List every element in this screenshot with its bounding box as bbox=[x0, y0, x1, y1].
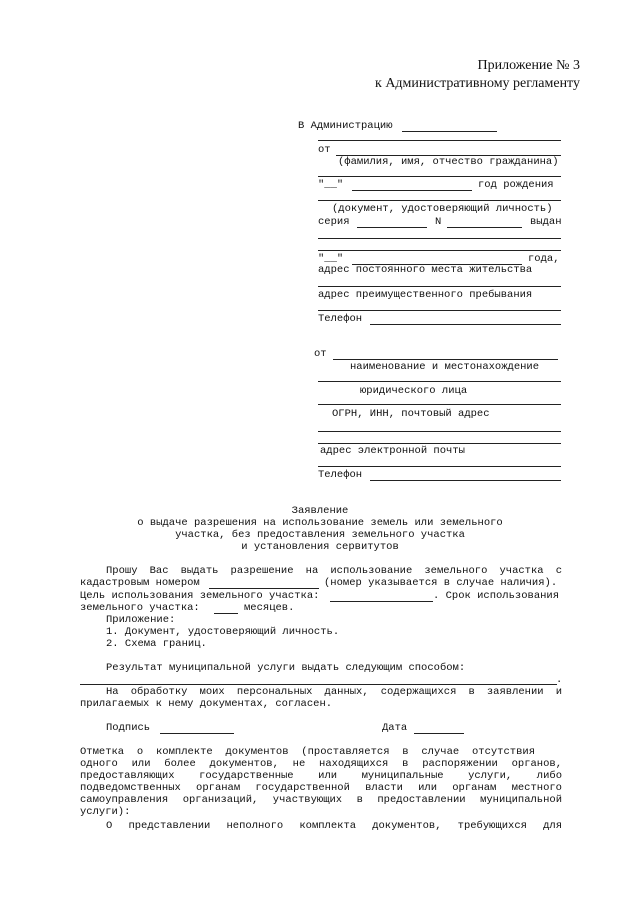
org-name-hint: наименование и местонахождение bbox=[350, 361, 540, 373]
to-administration-label: В Администрацию bbox=[298, 120, 393, 132]
term-label: . Срок использования bbox=[433, 590, 560, 602]
series-field[interactable] bbox=[357, 227, 427, 228]
consent-line-1: На обработку моих персональных данных, содержащихся в заявлении и bbox=[106, 686, 562, 698]
term-months-field[interactable] bbox=[214, 613, 238, 614]
result-method-label: Результат муниципальной услуги выдать следующим способом: bbox=[106, 662, 466, 674]
issued-by-field[interactable] bbox=[318, 238, 561, 239]
blank-line[interactable] bbox=[318, 466, 561, 467]
purpose-label: Цель использования земельного участка: bbox=[80, 590, 320, 602]
phone2-field[interactable] bbox=[370, 480, 561, 481]
statement-subtitle-2: участка, без предоставления земельного участка bbox=[175, 529, 465, 541]
regulation-ref: к Административному регламенту bbox=[375, 76, 580, 91]
signature-field[interactable] bbox=[160, 733, 234, 734]
email-label: адрес электронной почты bbox=[320, 445, 465, 457]
primary-stay-field[interactable] bbox=[318, 310, 561, 311]
signature-label: Подпись bbox=[106, 722, 151, 734]
date-field[interactable] bbox=[414, 733, 464, 734]
document-hint: (документ, удостоверяющий личность) bbox=[332, 203, 553, 215]
statement-subtitle-1: о выдаче разрешения на использование земель или земельного bbox=[137, 517, 503, 529]
mark-line-3: предоставляющих государственные или муниципальные услуги, либо bbox=[80, 770, 562, 782]
org-ids-hint: ОГРН, ИНН, почтовый адрес bbox=[332, 408, 490, 420]
year-label: года, bbox=[528, 253, 560, 265]
request-line-1: Прошу Вас выдать разрешение на использование земельного участка с bbox=[106, 565, 562, 577]
document-field[interactable] bbox=[318, 200, 561, 201]
birth-year-label: год рождения bbox=[478, 179, 554, 191]
term-plot-label: земельного участка: bbox=[80, 602, 200, 614]
birth-date-quote: "__" bbox=[318, 179, 344, 191]
result-method-field[interactable] bbox=[80, 684, 557, 685]
incomplete-set-line: О представлении неполного комплекта документов, требующихся для bbox=[106, 820, 562, 832]
purpose-field[interactable] bbox=[330, 601, 433, 602]
statement-subtitle-3: и установления сервитутов bbox=[241, 541, 399, 553]
fio-hint: (фамилия, имя, отчество гражданина) bbox=[338, 156, 559, 168]
result-dot: . bbox=[556, 674, 563, 686]
consent-line-2: прилагаемых к нему документах, согласен. bbox=[80, 698, 333, 710]
email-field[interactable] bbox=[318, 443, 561, 444]
cadastral-label: кадастровым номером bbox=[80, 577, 200, 589]
mark-line-5: самоуправления организаций, участвующих в предоставлении муниципальной bbox=[80, 794, 562, 806]
permanent-address-field[interactable] bbox=[318, 286, 561, 287]
attachment-2: 2. Схема границ. bbox=[106, 638, 207, 650]
org-hint: юридического лица bbox=[360, 385, 468, 397]
cadastral-number-field[interactable] bbox=[209, 588, 319, 589]
administration-field[interactable] bbox=[402, 131, 497, 132]
from2-label: от bbox=[314, 348, 327, 360]
issue-date-quote: "__" bbox=[318, 253, 344, 265]
phone2-label: Телефон bbox=[318, 469, 363, 481]
blank-line[interactable] bbox=[318, 431, 561, 432]
org-ids-field[interactable] bbox=[318, 404, 561, 405]
primary-stay-label: адрес преимущественного пребывания bbox=[318, 289, 533, 301]
date-label: Дата bbox=[382, 722, 408, 734]
issued-label: выдан bbox=[530, 216, 562, 228]
mark-line-1: Отметка о комплекте документов (проставляется в случае отсутствия bbox=[80, 746, 535, 758]
org-location-field[interactable] bbox=[318, 381, 561, 382]
permanent-address-label: адрес постоянного места жительства bbox=[318, 264, 533, 276]
series-label: серия bbox=[318, 216, 350, 228]
cadastral-note: (номер указывается в случае наличия). bbox=[324, 577, 558, 589]
phone-field[interactable] bbox=[370, 324, 561, 325]
org-name-field[interactable] bbox=[333, 359, 558, 360]
blank-line[interactable] bbox=[318, 140, 561, 141]
mark-line-4: подведомственных органам государственной власти или органам местного bbox=[80, 782, 562, 794]
months-label: месяцев. bbox=[244, 602, 295, 614]
statement-title: Заявление bbox=[291, 505, 349, 517]
from-label: от bbox=[318, 144, 331, 156]
number-field[interactable] bbox=[447, 227, 522, 228]
phone-label: Телефон bbox=[318, 313, 363, 325]
mark-line-6: услуги): bbox=[80, 806, 131, 818]
blank-line[interactable] bbox=[318, 250, 561, 251]
appendix-number: Приложение № 3 bbox=[477, 58, 580, 73]
attachments-heading: Приложение: bbox=[106, 614, 176, 626]
blank-line[interactable] bbox=[318, 176, 561, 177]
birth-date-field[interactable] bbox=[352, 190, 472, 191]
number-label: N bbox=[435, 216, 442, 228]
mark-line-2: одного или более документов, не находящихся в распоряжении органов, bbox=[80, 758, 562, 770]
attachment-1: 1. Документ, удостоверяющий личность. bbox=[106, 626, 340, 638]
